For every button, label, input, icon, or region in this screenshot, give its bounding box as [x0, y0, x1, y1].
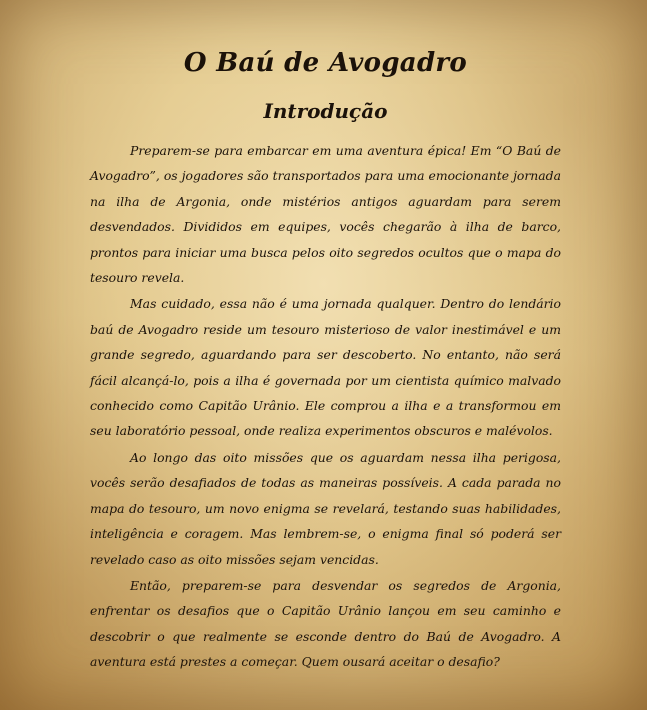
document-title: O Baú de Avogadro [183, 48, 468, 78]
section-heading: Introdução [263, 99, 388, 123]
paragraph-4: Então, preparem-se para desvendar os segredos de Argonia, enfrentar os desafios que o Capitão Urânio lançou em seu caminho e descobrir o que realmente se esconde dentro do Baú de Avogadro. A aventura está prestes a começar. Quem ousará aceitar o desafio? [90, 577, 561, 670]
paragraph-1: Preparem-se para embarcar em uma aventura épica! Em “O Baú de Avogadro”, os jogadores são transportados para uma emocionante jornada na ilha de Argonia, onde mistérios antigos aguardam para serem desvendados. Divididos em equipes, vocês chegarão à ilha de barco, prontos para iniciar uma busca pelos oito segredos ocultos que o mapa do tesouro revela. [90, 143, 561, 286]
paragraph-3: Ao longo das oito missões que os aguardam nessa ilha perigosa, vocês serão desafiados de todas as maneiras possíveis. A cada parada no mapa do tesouro, um novo enigma se revelará, testando suas habilidades, inteligência e coragem. Mas lembrem-se, o enigma final só poderá ser revelado caso as oito missões sejam vencidas. [90, 449, 561, 567]
paragraph-2: Mas cuidado, essa não é uma jornada qualquer. Dentro do lendário baú de Avogadro reside um tesouro misterioso de valor inestimável e um grande segredo, aguardando para ser descoberto. No entanto, não será fácil alcançá-lo, pois a ilha é governada por um cientista químico malvado conhecido como Capitão Urânio. Ele comprou a ilha e a transformou em seu laboratório pessoal, onde realiza experimentos obscuros e malévolos. [90, 296, 561, 439]
